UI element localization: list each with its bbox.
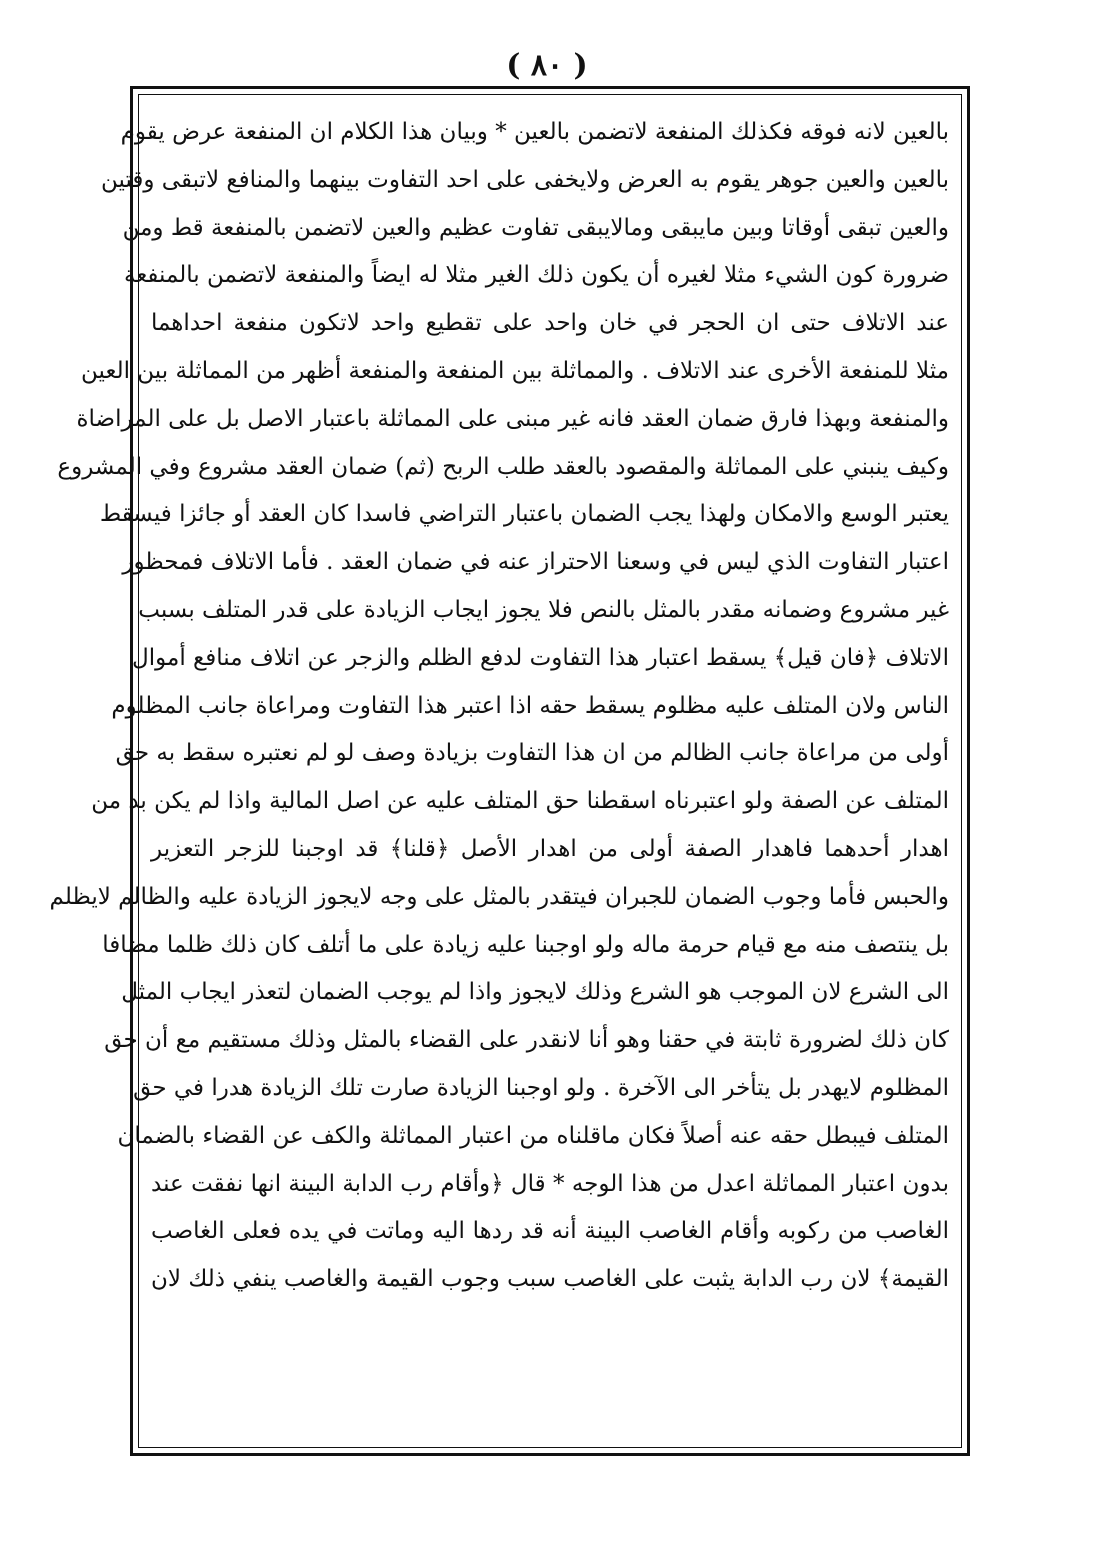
text-line: الغاصب من ركوبه وأقام الغاصب البينة أنه قد ردها اليه وماتت في يده فعلى الغاصب bbox=[151, 1218, 949, 1245]
text-line: والعين تبقى أوقاتا وبين مايبقى ومالايبقى تفاوت عظيم والعين لاتضمن بالمنفعة قط ومن bbox=[122, 214, 949, 241]
text-frame bbox=[49, 94, 962, 1448]
text-line: عند الاتلاف حتى ان الحجر في خان واحد على تقطيع واحد لاتكون منفعة احداهما bbox=[151, 310, 949, 337]
text-line: المتلف فيبطل حقه عنه أصلاً فكان ماقلناه من اعتبار المماثلة والكف عن القضاء بالضمان bbox=[117, 1122, 949, 1149]
text-line: ضرورة كون الشيء مثلا لغيره أن يكون ذلك الغير مثلا له ايضاً والمنفعة لاتضمن بالمنفعة bbox=[123, 262, 949, 289]
text-line: والحبس فأما وجوب الضمان للجبران فيتقدر بالمثل على وجه لايجوز الزيادة عليه والظالم لايظلم bbox=[49, 883, 949, 910]
text-line: يعتبر الوسع والامكان ولهذا يجب الضمان باعتبار التراضي فاسدا كان العقد أو جائزا فيسقط bbox=[99, 501, 949, 528]
page-number: ( ٨٠ ) bbox=[506, 48, 588, 83]
text-line: كان ذلك لضرورة ثابتة في حقنا وهو أنا لانقدر على القضاء بالمثل وذلك مستقيم مع أن حق bbox=[104, 1027, 949, 1054]
text-line: وكيف ينبني على المماثلة والمقصود بالعقد طلب الربح (ثم) ضمان العقد مشروع وفي المشروع bbox=[57, 453, 949, 480]
text-line: المتلف عن الصفة ولو اعتبرناه اسقطنا حق المتلف عليه عن اصل المالية واذا لم يكن بد من bbox=[91, 788, 949, 815]
text-line: الى الشرع لان الموجب هو الشرع وذلك لايجوز واذا لم يوجب الضمان لتعذر ايجاب المثل bbox=[121, 979, 949, 1006]
text-line: بدون اعتبار المماثلة اعدل من هذا الوجه * قال ﴿وأقام رب الدابة البينة انها نفقت عند bbox=[151, 1170, 949, 1197]
text-line: بالعين لانه فوقه فكذلك المنفعة لاتضمن بالعين * وبيان هذا الكلام ان المنفعة عرض يقوم bbox=[120, 119, 949, 145]
text-line: بل ينتصف منه مع قيام حرمة ماله ولو اوجبنا عليه زيادة على ما أتلف كان ذلك ظلما مضافا bbox=[102, 931, 949, 958]
text-line: اهدار أحدهما فاهدار الصفة أولى من اهدار الأصل ﴿قلنا﴾ قد اوجبنا للزجر التعزير bbox=[151, 835, 949, 862]
text-line: الناس ولان المتلف عليه مظلوم يسقط حقه اذا اعتبر هذا التفاوت ومراعاة جانب المظلوم bbox=[111, 692, 949, 719]
text-body bbox=[49, 109, 949, 1304]
page-border bbox=[49, 86, 970, 1456]
text-line: القيمة﴾ لان رب الدابة يثبت على الغاصب سبب وجوب القيمة والغاصب ينفي ذلك لان bbox=[151, 1266, 949, 1293]
text-line: مثلا للمنفعة الأخرى عند الاتلاف . والمماثلة بين المنفعة والمنفعة أظهر من المماثلة بين العين bbox=[81, 357, 949, 384]
text-line: المظلوم لايهدر بل يتأخر الى الآخرة . ولو اوجبنا الزيادة صارت تلك الزيادة هدرا في حق bbox=[133, 1074, 949, 1101]
text-line: الاتلاف ﴿فان قيل﴾ يسقط اعتبار هذا التفاوت لدفع الظلم والزجر عن اتلاف منافع أموال bbox=[132, 644, 949, 671]
text-line: أولى من مراعاة جانب الظالم من ان هذا التفاوت بزيادة وصف لو لم نعتبره سقط به حق bbox=[115, 740, 949, 767]
text-line: غير مشروع وضمانه مقدر بالمثل بالنص فلا يجوز ايجاب الزيادة على قدر المتلف بسبب bbox=[138, 596, 949, 623]
text-line: والمنفعة وبهذا فارق ضمان العقد فانه غير مبنى على المماثلة باعتبار الاصل بل على المراضاة bbox=[76, 405, 949, 432]
text-line: بالعين والعين جوهر يقوم به العرض ولايخفى على احد التفاوت بينهما والمنافع لاتبقى وقتين bbox=[101, 166, 949, 193]
text-line: اعتبار التفاوت الذي ليس في وسعنا الاحتراز عنه في ضمان العقد . فأما الاتلاف فمحظور bbox=[122, 549, 949, 576]
